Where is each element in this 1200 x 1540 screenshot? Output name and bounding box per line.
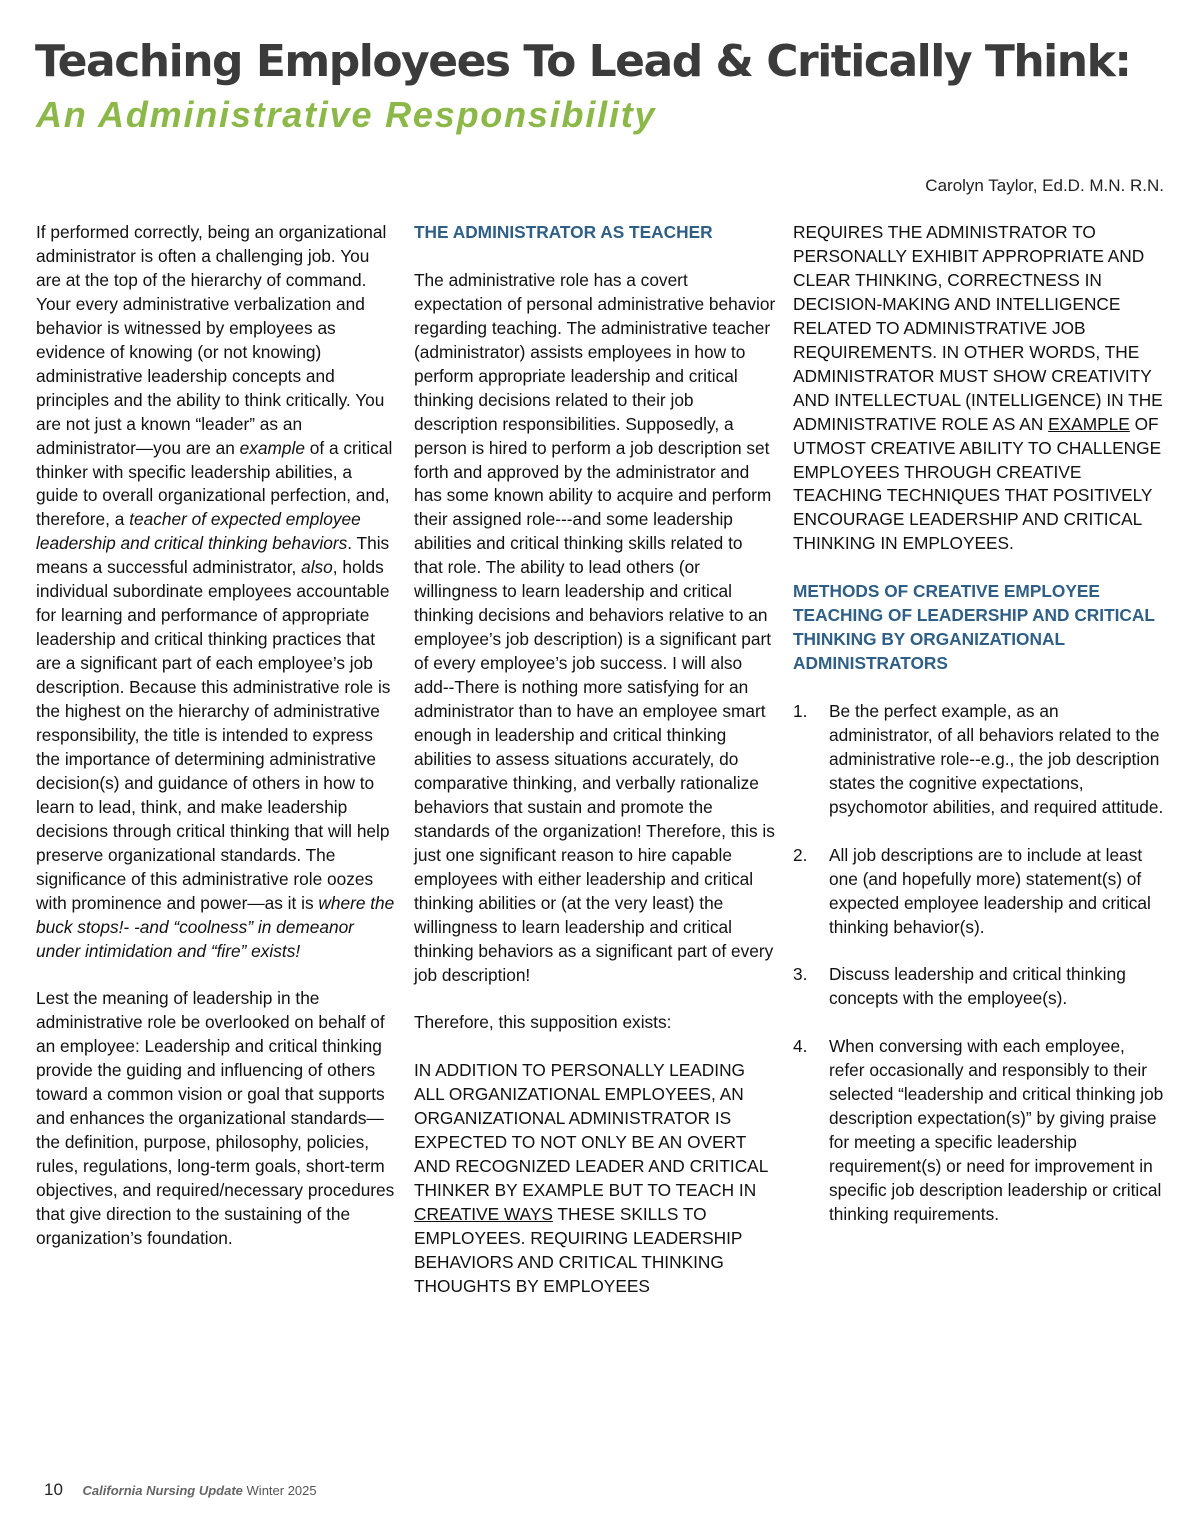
column-right: [793, 221, 1165, 1227]
administrative-role-paragraph: The administrative role has a covert expectation of personal administrative behavior regarding teaching. The administrative teacher (administrator) assists employees in how to perform appropriate leadership and critical thinking decisions related to their job description responsibilities. Supposedly, a person is hired to perform a job description set forth and approved by the administrator and has some known ability to acquire and perform their assigned role---and some leadership abilities and critical thinking skills related to that role. The ability to lead others (or willingness to learn leadership and critical thinking decisions and behaviors relative to an employee’s job description) is a significant part of every employee’s job success. I will also add--There is nothing more satisfying for an administrator than to have an employee smart enough in leadership and critical thinking abilities to assess situations accurately, do comparative thinking, and verbally rationalize behaviors that sustain and promote the standards of the organization! Therefore, this is just one significant reason to hire capable employees with either leadership and critical thinking abilities or (at the very least) the willingness to learn leadership and critical thinking behaviors as a significant part of every job description!: [414, 269, 776, 985]
supposition-intro: Therefore, this supposition exists:: [414, 1012, 672, 1033]
page-footer: [44, 1480, 317, 1500]
article-title: Teaching Employees To Lead & Critically Think:: [35, 36, 1131, 87]
article-subtitle: An Administrative Responsibility: [36, 94, 657, 135]
supposition-statement: IN ADDITION TO PERSONALLY LEADING ALL ORGANIZATIONAL EMPLOYEES, AN ORGANIZATIONAL ADMINISTRATOR IS EXPECTED TO NOT ONLY BE AN OVERT AND RECOGNIZED LEADER AND CRITICAL THINKER BY EXAMPLE BUT TO TEACH IN CREATIVE WAYS THESE SKILLS TO EMPLOYEES. REQUIRING LEADERSHIP BEHAVIORS AND CRITICAL THINKING THOUGHTS BY EMPLOYEES: [414, 1060, 768, 1296]
intro-paragraph: If performed correctly, being an organizational administrator is often a challenging job. You are at the top of the hierarchy of command. Your every administrative verbalization and behavior is witnessed by employees as evidence of knowing (or not knowing) administrative leadership concepts and principles and the ability to think critically. You are not just a known “leader” as an administrator—you are an example of a critical thinker with specific leadership abilities, a guide to overall organizational perfection, and, therefore, a teacher of expected employee leadership and critical thinking behaviors. This means a successful administrator, also, holds individual subordinate employees accountable for learning and performance of appropriate leadership and critical thinking practices that are a significant part of each employee’s job description. Because this administrative role is the highest on the hierarchy of administrative responsibility, the title is intended to express the importance of determining administrative decision(s) and guidance of others in how to learn to lead, think, and make leadership decisions through critical thinking that will help preserve organizational standards. The significance of this administrative role oozes with prominence and power—as it is where the buck stops!- -and “coolness” in demeanor under intimidation and “fire” exists!: [36, 222, 395, 961]
column-middle: [414, 221, 776, 1299]
author-byline: Carolyn Taylor, Ed.D. M.N. R.N.: [925, 176, 1164, 195]
methods-list: [793, 700, 1165, 1227]
page-number: 10: [44, 1480, 63, 1499]
list-item: 4. When conversing with each employee, refer occasionally and responsibly to their selected “leadership and critical thinking job description expectation(s)” by giving praise for meeting a specific leadership requirement(s) or need for improvement in specific job description leadership or critical thinking requirements.: [793, 1036, 1164, 1224]
section-heading-administrator-teacher: THE ADMINISTRATOR AS TEACHER: [414, 222, 713, 242]
list-item: 2. All job descriptions are to include at least one (and hopefully more) statement(s) of expected employee leadership and critical thinking behavior(s).: [793, 844, 1151, 937]
section-heading-methods: METHODS OF CREATIVE EMPLOYEE TEACHING OF LEADERSHIP AND CRITICAL THINKING BY ORGANIZATIONAL ADMINISTRATORS: [793, 581, 1155, 674]
column-left: [36, 221, 396, 1251]
supposition-continued: REQUIRES THE ADMINISTRATOR TO PERSONALLY EXHIBIT APPROPRIATE AND CLEAR THINKING, CORRECTNESS IN DECISION-MAKING AND INTELLIGENCE RELATED TO ADMINISTRATIVE JOB REQUIREMENTS. IN OTHER WORDS, THE ADMINISTRATOR MUST SHOW CREATIVITY AND INTELLECTUAL (INTELLIGENCE) IN THE ADMINISTRATIVE ROLE AS AN EXAMPLE OF UTMOST CREATIVE ABILITY TO CHALLENGE EMPLOYEES THROUGH CREATIVE TEACHING TECHNIQUES THAT POSITIVELY ENCOURAGE LEADERSHIP AND CRITICAL THINKING IN EMPLOYEES.: [793, 222, 1163, 554]
issue-label: Winter 2025: [246, 1483, 317, 1498]
list-item: 1. Be the perfect example, as an administrator, of all behaviors related to the administrative role--e.g., the job description states the cognitive expectations, psychomotor abilities, and required attitude.: [793, 701, 1164, 817]
publication-name: California Nursing Update: [82, 1483, 243, 1498]
leadership-meaning-paragraph: Lest the meaning of leadership in the administrative role be overlooked on behalf of an employee: Leadership and critical thinking provide the guiding and influencing of others toward a common vision or goal that supports and enhances the organizational standards—the definition, purpose, philosophy, policies, rules, regulations, long-term goals, short-term objectives, and required/necessary procedures that give direction to the sustaining of the organization’s foundation.: [36, 988, 395, 1249]
list-item: 3. Discuss leadership and critical thinking concepts with the employee(s).: [793, 964, 1126, 1009]
